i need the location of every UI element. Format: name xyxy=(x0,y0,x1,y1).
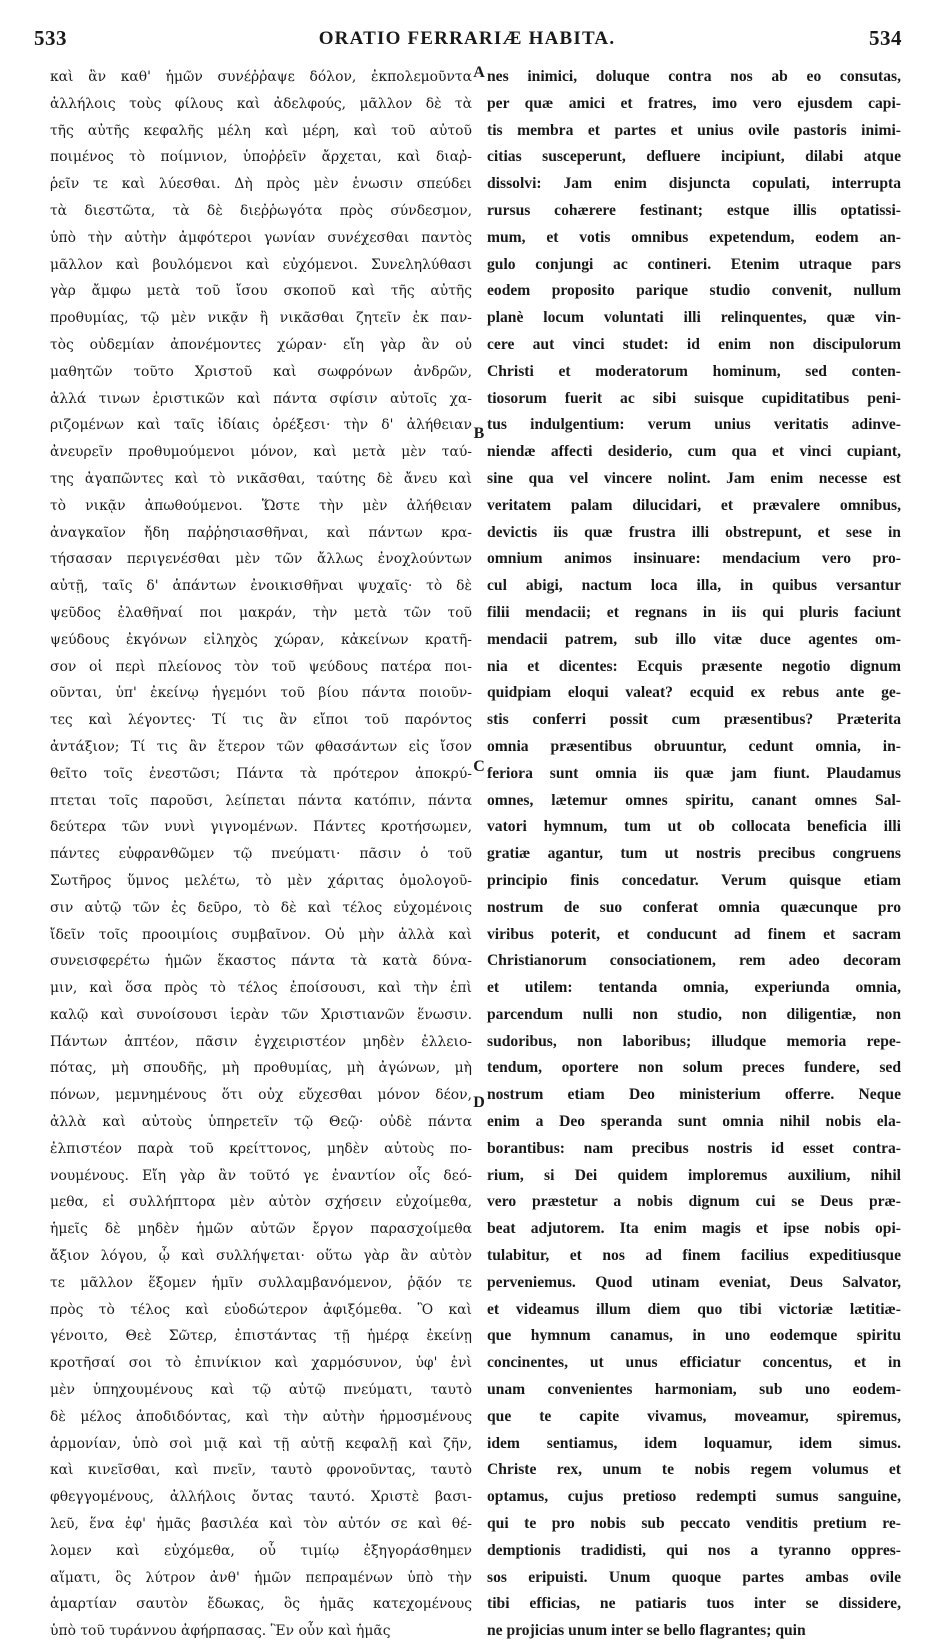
text-line: μαθητῶν τοῦτο Χριστοῦ καὶ σωφρόνων ἀνδρῶν, xyxy=(50,363,472,380)
text-line: optamus, cujus pretioso redempti sumus sanguine, xyxy=(487,1488,901,1506)
text-line: Christi et moderatorum hominum, sed conten- xyxy=(487,362,901,380)
text-line: ἀντάξιον; Τί τις ἂν ἕτερον τῶν φθασάντων εἰς ἴσον xyxy=(50,738,472,755)
text-line: οῦνται, ὑπ' ἐκείνῳ ἡγεμόνι τοῦ βίου πάντα ποιοῦν- xyxy=(50,685,472,702)
text-line: gratiæ agantur, tum ut nostris precibus congruens xyxy=(487,845,901,863)
text-line: σιν αὐτῷ τῶν ἐς δεῦρο, τὸ δὲ καὶ τέλος εὐχομένοις xyxy=(50,899,472,916)
text-line: μεθα, εἰ συλλήπτορα μὲν αὐτὸν σχήσειν εὐχοίμεθα, xyxy=(50,1194,472,1211)
text-line: Πάντων ἀπτέον, πᾶσιν ἐγχειριστέον μηδὲν ἐλλειο- xyxy=(50,1033,472,1050)
text-line: perveniemus. Quod utinam eveniat, Deus Salvator, xyxy=(487,1273,901,1291)
text-line: tiosorum fuerit ac sibi suisque cupiditatibus peni- xyxy=(487,389,901,407)
text-line: καὶ κινεῖσθαι, καὶ πνεῖν, ταυτὸ φρονοῦντας, ταυτὸ xyxy=(50,1462,472,1479)
text-line: omnes, lætemur omnes spiritu, canant omnes Sal- xyxy=(487,791,901,809)
text-line: gulo conjungi ac contineri. Etenim utraque pars xyxy=(487,255,901,273)
text-line: que te capite vivamus, moveamur, spiremus, xyxy=(487,1407,901,1425)
greek-column xyxy=(50,64,472,1645)
text-line: ποιμένος τὸ ποίμνιον, ὑποῤῥεῖν ἄρχεται, καὶ διαῤ- xyxy=(50,149,472,166)
text-line: ὑπὸ τὴν αὐτὴν ἀμφότεροι γωνίαν συνέχεσθαι παντὸς xyxy=(50,229,472,246)
text-line: mendacii patrem, sub illo vitæ duce agentes om- xyxy=(487,630,901,648)
text-line: cere aut vinci studet: id enim non discipulorum xyxy=(487,335,901,353)
running-header xyxy=(30,26,904,66)
text-line: unam convenientes harmoniam, sub uno eodem- xyxy=(487,1381,901,1399)
text-line: omnia præsentibus obruuntur, cedunt omnia, in- xyxy=(487,737,901,755)
text-line: ἀλλά τινων ἐριστικῶν καὶ πάντα σφίσιν αὐτοῖς χα- xyxy=(50,390,472,407)
text-line: ἀνευρεῖν προθυμούμενοι μόνον, καὶ μετὰ μὲν ταύ- xyxy=(50,444,472,461)
text-line: sine qua vel vincere nolint. Jam enim necesse est xyxy=(487,469,901,487)
text-line: σον οἱ περὶ πλείονος τὸν τοῦ ψεύδους πατέρα ποι- xyxy=(50,658,472,675)
text-line: φθεγγομένους, ἀλλήλοις ὄντας ταυτό. Χριστὲ βασι- xyxy=(50,1489,472,1506)
text-line: rursus cohærere festinant; estque illis optatissi- xyxy=(487,201,901,219)
text-line: Christianorum consociationem, rem adeo decoram xyxy=(487,952,901,970)
text-line: sudoribus, non laboribus; illudque memoria repe- xyxy=(487,1032,901,1050)
text-line: ἴδεῖν τοῖς προοιμίοις συμβαῖνον. Οὐ μὴν ἀλλὰ καὶ xyxy=(50,926,472,943)
text-line: filii mendacii; et regnans in iis qui pluris faciunt xyxy=(487,603,901,621)
text-line: stis conferri possit cum præsentibus? Præterita xyxy=(487,711,901,729)
text-line: νουμένους. Εἴη γὰρ ἂν τοῦτό γε ἐναντίον οἷς δεό- xyxy=(50,1167,472,1184)
text-line: rium, si Dei quidem imploremus auxilium, nihil xyxy=(487,1166,901,1184)
text-line: ψεύδους ἐκγόνων εἰληχὸς χώραν, κἀκείνων κρατῆ- xyxy=(50,631,472,648)
text-line: ὑπὸ τοῦ τυράννου ἀφήρπασας. Ἓν οὖν καὶ ἡμᾶς xyxy=(50,1623,391,1640)
text-line: Σωτῆρος ὕμνος μελέτω, τὸ μὲν χάριτας ὁμολογοῦ- xyxy=(50,872,472,889)
text-line: per quæ amici et fratres, imo vero ejusdem capi- xyxy=(487,94,901,112)
text-line: omnium animos insinuare: mendacium vero pro- xyxy=(487,550,901,568)
text-line: ριζομένων καὶ ταῖς ἰδίαις ὀρέξεσι· τὴν δ' ἀλήθειαν xyxy=(50,417,472,434)
text-line: feriora sunt omnia iis quæ jam fiunt. Plaudamus xyxy=(487,764,901,782)
text-line: μᾶλλον καὶ βουλόμενοι καὶ εὐχόμενοι. Συνεληλύθασι xyxy=(50,256,472,273)
text-line: ἀλλήλοις τοὺς φίλους καὶ ἀδελφούς, μᾶλλον δὲ τὰ xyxy=(50,95,472,112)
section-marker-c: C xyxy=(473,758,485,775)
text-line: αὐτῇ, ταῖς δ' ἁπάντων ἐνοικισθῆναι ψυχαῖς· τὸ δὲ xyxy=(50,578,472,595)
text-line: πτεται τοῖς παροῦσι, λείπεται πάντα κατόπιν, πάντα xyxy=(50,792,472,809)
text-line: συνεισφερέτω ἡμῶν ἕκαστος πάντα τὰ κατὰ δύνα- xyxy=(50,953,472,970)
text-line: demptionis tradidisti, qui nos a tyranno oppres- xyxy=(487,1541,901,1559)
latin-column xyxy=(487,64,901,1645)
text-line: devictis iis quæ frustra illi obstrepunt, et sese in xyxy=(487,523,901,541)
text-line: nostrum de suo conferat omnia quæcunque pro xyxy=(487,898,901,916)
text-line: idem sentiamus, idem loquamur, idem simus. xyxy=(487,1434,901,1452)
text-line: αἵματι, ὃς λύτρον ἀνθ' ἡμῶν πεπραμένων ὑπὸ τὴν xyxy=(50,1569,472,1586)
text-line: veritatem palam dilucidari, et prævalere omnibus, xyxy=(487,496,901,514)
text-line: ψεῦδος ἐλαθῆναί ποι μακράν, τὴν μετὰ τῶν τοῦ xyxy=(50,604,472,621)
text-line: qui te pro nobis sub peccato venditis pretium re- xyxy=(487,1515,901,1533)
text-line: τες καὶ λέγοντες· Τί τις ἂν εἴποι τοῦ παρόντος xyxy=(50,712,472,729)
text-line: Christe rex, unum te nobis regem volumus et xyxy=(487,1461,901,1479)
text-line: ἀλλὰ καὶ αὐτοὺς ὑπηρετεῖν τῷ Θεῷ· οὐδὲ πάντα xyxy=(50,1114,472,1131)
text-line: vero præstetur a nobis dignum cui se Deus præ- xyxy=(487,1193,901,1211)
text-line: ἡμεῖς δὲ μηδὲν ἡμῶν αὐτῶν ἔργον παρασχοίμεθα xyxy=(50,1221,472,1238)
text-line: vatori hymnum, tum ut ob collocata beneficia illi xyxy=(487,818,901,836)
text-line: nes inimici, doluque contra nos ab eo consutas, xyxy=(487,68,901,85)
text-line: nostrum etiam Deo ministerium offerre. Neque xyxy=(487,1086,901,1104)
text-line: mum, et votis omnibus expetendum, eodem an- xyxy=(487,228,901,246)
text-line: quidpiam eloqui valeat? ecquid ex rebus ante ge- xyxy=(487,684,901,702)
text-line: πότας, μὴ σπουδῆς, μὴ προθυμίας, μὴ ἀγώνων, μὴ xyxy=(50,1060,472,1077)
page-number-left: 533 xyxy=(34,26,67,50)
page-number-right: 534 xyxy=(869,26,902,50)
text-line: λομεν καὶ εὐχόμεθα, οὗ τιμίῳ ἐξηγοράσθημεν xyxy=(50,1542,472,1559)
text-line: τε μᾶλλον ἕξομεν ἡμῖν συλλαμβανόμενον, ῥᾷόν τε xyxy=(50,1274,472,1291)
text-line: τὸς οὐδεμίαν ἀπονέμοντες χώραν· εἴη γὰρ ἂν οὐ xyxy=(50,336,472,353)
text-line: ἀναγκαῖον ἤδη παῤῥησιασθῆναι, καὶ πάντων κρα- xyxy=(50,524,472,541)
text-line: ἁρμονίαν, ὑπὸ σοὶ μιᾷ καὶ τῇ αὐτῇ κεφαλῇ καὶ ζῆν, xyxy=(50,1435,472,1452)
section-marker-d: D xyxy=(473,1094,485,1111)
text-line: et videamus illum diem quo tibi victoriæ lætitiæ- xyxy=(487,1300,901,1318)
text-line: tibi efficias, ne patiaris tuos inter se dissidere, xyxy=(487,1595,901,1613)
text-line: τῆς αὐτῆς κεφαλῆς μέλη καὶ μέρη, καὶ τοῦ αὐτοῦ xyxy=(50,122,472,139)
text-line: viribus poterit, et conducunt ad finem et sacram xyxy=(487,925,901,943)
text-line: tis membra et partes et unius ovile pastoris inimi- xyxy=(487,121,901,139)
text-line: enim a Deo speranda sunt omnia nihil nobis ela- xyxy=(487,1113,901,1131)
text-line: προθυμίας, τῷ μὲν νικᾷν ἢ νικᾶσθαι ζητεῖν ἐκ παν- xyxy=(50,310,472,327)
text-line: καὶ ἂν καθ' ἡμῶν συνέῤῥαψε δόλον, ἐκπολεμοῦντα xyxy=(50,69,472,85)
text-line: μιν, καὶ ὅσα πρὸς τὸ τέλος ἐποίσουσι, καὶ τὴν ἐπὶ xyxy=(50,980,472,997)
text-line: τὰ διεστῶτα, τὰ δὲ διεῤῥωγότα πρὸς σύνδεσμον, xyxy=(50,202,472,219)
text-line: γένοιτο, Θεὲ Σῶτερ, ἐπιστάντας τῇ ἡμέρᾳ ἐκείνῃ xyxy=(50,1328,472,1345)
text-line: citias susceperunt, defluere incipiunt, dilabi atque xyxy=(487,148,901,166)
text-line: ne projicias unum inter se bello flagrantes; quin xyxy=(487,1622,806,1640)
text-line: ἁμαρτίαν σαυτὸν ἔδωκας, ὃς ἡμᾶς κατεχομένους xyxy=(50,1596,472,1613)
text-line: ἐλπιστέον παρὰ τοῦ κρείττονος, μηδὲν αὐτοὺς πο- xyxy=(50,1140,472,1157)
text-line: πάντες εὐφρανθῶμεν τῷ πνεύματι· πᾶσιν ὁ τοῦ xyxy=(50,846,472,863)
text-line: τήσασαν περιγενέσθαι μὲν τῶν ἄλλως ἐνοχλούντων xyxy=(50,551,472,568)
text-line: eodem proposito parique studio convenit, nullum xyxy=(487,282,901,300)
text-line: beat adjutorem. Ita enim magis et ipse nobis opi- xyxy=(487,1220,901,1238)
text-line: principio finis concedatur. Verum quisque etiam xyxy=(487,871,901,889)
text-line: μὲν ὑπηχουμένους καὶ τῷ αὐτῷ πνεύματι, ταυτὸ xyxy=(50,1382,472,1399)
text-line: borantibus: nam precibus nostris id esset contra- xyxy=(487,1139,901,1157)
text-line: tendum, oportere non solum preces fundere, sed xyxy=(487,1059,901,1077)
text-line: γὰρ ἄμφω μετὰ τοῦ ἴσου σκοποῦ καὶ τῆς αὐτῆς xyxy=(50,283,472,300)
text-line: τὸ νικᾷν ἀπωθούμενοι. Ὥστε τὴν μὲν ἀλήθειαν xyxy=(50,497,472,514)
text-line: concinentes, ut unus efficiatur concentus, et in xyxy=(487,1354,901,1372)
text-line: parcendum nulli non studio, non diligentiæ, non xyxy=(487,1005,901,1023)
text-line: sos eripuisti. Unum quoque partes ambas ovile xyxy=(487,1568,901,1586)
text-line: καλῷ καὶ συνοίσουσι ἱερὰν τῶν Χριστιανῶν ἕνωσιν. xyxy=(50,1006,472,1023)
text-line: que hymnum canamus, in uno eodemque spiritu xyxy=(487,1327,901,1345)
text-line: nia et dicentes: Ecquis præsente negotio dignum xyxy=(487,657,901,675)
text-line: πρὸς τὸ τέλος καὶ εὐοδώτερον ἀφιξόμεθα. Ὃ καὶ xyxy=(50,1301,472,1318)
text-line: της ἀγαπῶντες καὶ τὸ νικᾶσθαι, ταύτης δὲ ἄνευ καὶ xyxy=(50,470,472,487)
text-line: πόνων, μεμνημένους ὅτι οὐχ εὔχεσθαι μόνον δέον, xyxy=(50,1087,472,1104)
text-line: cul abigi, nactum loca illa, in quibus versantur xyxy=(487,577,901,595)
text-line: δεύτερα τῶν νυνὶ γιγνομένων. Πάντες κροτήσωμεν, xyxy=(50,819,472,836)
text-line: λεῦ, ἕνα ἐφ' ἡμᾶς βασιλέα καὶ τὸν αὐτόν σε καὶ θέ- xyxy=(50,1516,472,1533)
text-line: θεῖτο τοῖς ἐνεστῶσι; Πάντα τὰ πρότερον ἀποκρύ- xyxy=(50,765,472,782)
section-marker-a: A xyxy=(473,64,485,81)
running-title: ORATIO FERRARIÆ HABITA. xyxy=(318,28,616,49)
text-line: ῥεῖν τε καὶ λύεσθαι. Δὴ πρὸς μὲν ἑνωσιν σπεύδει xyxy=(50,176,472,193)
text-line: tulabitur, et nos ad finem facilius expeditiusque xyxy=(487,1247,901,1265)
text-line: ἄξιον λόγου, ᾧ καὶ συλλήψεται· οὕτω γὰρ ἂν αὐτὸν xyxy=(50,1248,472,1265)
text-line: dissolvi: Jam enim disjuncta copulati, interrupta xyxy=(487,175,901,193)
text-line: niendæ affecti desiderio, cum qua et vinci cupiant, xyxy=(487,443,901,461)
text-line: tus indulgentium: verum unius veritatis adinve- xyxy=(487,416,901,434)
section-marker-b: B xyxy=(473,425,485,442)
text-line: et utilem: tentanda omnia, experiunda omnia, xyxy=(487,979,901,997)
text-line: δὲ μέλος ἀποδιδόντας, καὶ τὴν αὐτὴν ἡρμοσμένους xyxy=(50,1408,472,1425)
text-line: κροτῆσαί σοι τὸ ἐπινίκιον καὶ χαρμόσυνον, ὑφ' ἑνὶ xyxy=(50,1355,472,1372)
text-line: planè locum voluntati illi relinquentes, quæ vin- xyxy=(487,309,901,327)
